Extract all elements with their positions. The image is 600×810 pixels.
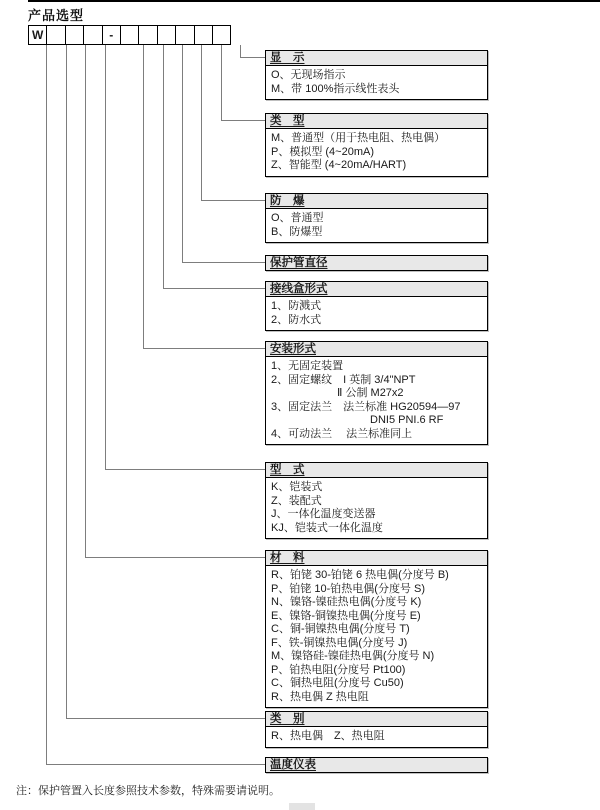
section-junction-box-form-header: 接线盒形式 <box>265 281 488 297</box>
option-item: KJ、铠装式一体化温度 <box>271 521 383 534</box>
section-model-form <box>265 462 488 539</box>
section-model-form-body <box>265 478 488 539</box>
section-junction-box-form-body <box>265 297 488 331</box>
option-item: R、铂铑 30-铂铑 6 热电偶(分度号 B) <box>271 569 449 581</box>
section-display-header: 显 示 <box>265 50 488 66</box>
option-item: C、铜-铜镍热电偶(分度号 T) <box>271 623 410 635</box>
option-item: R、热电偶 Z 热电阻 <box>271 690 369 703</box>
option-item: 2、防水式 <box>271 313 322 326</box>
section-category <box>265 711 488 748</box>
section-model-form-header: 型 式 <box>265 462 488 478</box>
section-material-body <box>265 566 488 708</box>
option-item: 1、无固定装置 <box>271 360 344 372</box>
option-item: Z、智能型 (4~20mA/HART) <box>271 159 407 171</box>
section-installation-form-header: 安装形式 <box>265 341 488 357</box>
option-item: P、铂热电阻(分度号 Pt100) <box>271 663 406 676</box>
section-display-body <box>265 66 488 100</box>
code-cell-10 <box>194 25 213 45</box>
option-item: R、热电偶 Z、热电阻 <box>271 730 385 742</box>
section-explosion-proof <box>265 193 488 243</box>
section-installation-form <box>265 341 488 445</box>
option-item: Z、装配式 <box>271 494 322 507</box>
option-item: K、铠装式 <box>271 481 323 493</box>
section-category-header: 类 别 <box>265 711 488 727</box>
section-temperature-instrument-header: 温度仪表 <box>265 757 488 773</box>
connector-display <box>240 45 265 58</box>
option-item: Ⅱ 公制 M27x2 <box>271 387 404 399</box>
section-installation-form-body <box>265 357 488 445</box>
section-type <box>265 113 488 177</box>
section-protection-tube-diameter <box>265 255 488 271</box>
section-protection-tube-diameter-header: 保护管直径 <box>265 255 488 271</box>
option-item: P、模拟型 (4~20mA) <box>271 145 374 158</box>
code-cell-4 <box>83 25 102 45</box>
option-item: E、镍铬-铜镍热电偶(分度号 E) <box>271 609 421 622</box>
option-item: 1、防溅式 <box>271 300 322 312</box>
section-explosion-proof-body <box>265 209 488 243</box>
code-cell-2 <box>46 25 65 45</box>
section-temperature-instrument <box>265 757 488 773</box>
ordering-code-row <box>28 25 231 45</box>
code-cell-5: - <box>102 25 121 45</box>
section-material-header: 材 料 <box>265 550 488 566</box>
option-item: C、铜热电阻(分度号 Cu50) <box>271 677 404 689</box>
code-cell-1: W <box>28 25 47 45</box>
code-cell-11 <box>212 25 231 45</box>
option-item: F、铁-铜镍热电偶(分度号 J) <box>271 636 408 649</box>
option-item: 4、可动法兰 法兰标准同上 <box>271 427 413 440</box>
option-item: O、普通型 <box>271 212 324 224</box>
code-cell-9 <box>175 25 194 45</box>
section-material <box>265 550 488 708</box>
section-explosion-proof-header: 防 爆 <box>265 193 488 209</box>
page-title: 产品选型 <box>28 5 175 27</box>
option-item: N、镍铬-镍硅热电偶(分度号 K) <box>271 596 422 608</box>
code-cell-8 <box>157 25 176 45</box>
section-type-body <box>265 129 488 177</box>
option-item: 2、固定螺纹 I 英制 3/4"NPT <box>271 373 416 386</box>
section-type-header: 类 型 <box>265 113 488 129</box>
section-display <box>265 50 488 100</box>
option-item: P、铂铑 10-铂热电偶(分度号 S) <box>271 582 426 595</box>
option-item: M、普通型（用于热电阻、热电偶） <box>271 132 446 144</box>
option-item: B、防爆型 <box>271 225 323 238</box>
option-item: J、一体化温度变送器 <box>271 508 376 520</box>
footnote: 注：保护管置入长度参照技术参数，特殊需要请说明。 <box>16 785 280 797</box>
option-item: M、带 100%指示线性表头 <box>271 82 400 95</box>
section-junction-box-form <box>265 281 488 331</box>
option-item: DNI5 PNI.6 RF <box>271 414 444 426</box>
option-item: O、无现场指示 <box>271 69 346 81</box>
option-item: M、镍铬硅-镍硅热电偶(分度号 N) <box>271 650 435 662</box>
page-top-rule <box>28 0 600 2</box>
code-cell-7 <box>138 25 157 45</box>
option-item: 3、固定法兰 法兰标准 HG20594—97 <box>271 400 461 413</box>
section-category-body <box>265 727 488 748</box>
code-cell-3 <box>65 25 84 45</box>
page-number-placeholder <box>289 803 315 810</box>
code-cell-6 <box>120 25 139 45</box>
